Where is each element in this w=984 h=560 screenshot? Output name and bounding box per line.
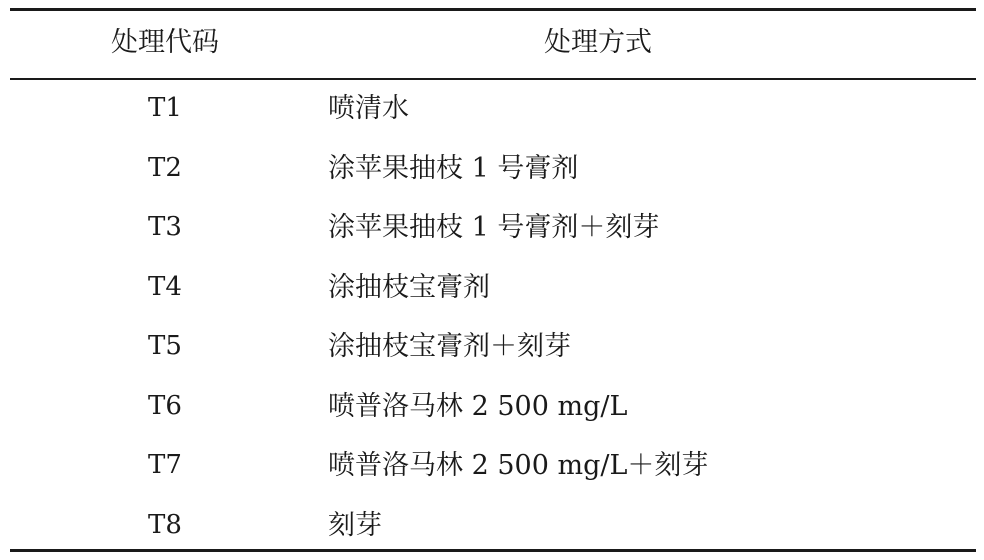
header-treatment-method: 处理方式 bbox=[544, 27, 652, 58]
treatment-code-cell: T2 bbox=[148, 152, 182, 183]
table-row bbox=[10, 79, 976, 139]
treatment-code-cell: T1 bbox=[148, 93, 182, 123]
treatment-method-cell: 涂抽枝宝膏剂 bbox=[328, 271, 490, 303]
table-row bbox=[10, 496, 976, 556]
table-top-rule bbox=[10, 8, 976, 11]
treatment-method-cell: 喷普洛马林 2 500 mg/L＋刻芽 bbox=[328, 450, 709, 481]
treatment-method-cell: 涂苹果抽枝 1 号膏剂＋刻芽 bbox=[328, 212, 660, 243]
table-row bbox=[10, 139, 976, 199]
table-row bbox=[10, 317, 976, 377]
table-row bbox=[10, 198, 976, 258]
table-row bbox=[10, 436, 976, 496]
table-bottom-rule bbox=[10, 549, 976, 552]
treatment-code-cell: T6 bbox=[148, 390, 182, 421]
treatment-code-cell: T4 bbox=[148, 271, 182, 302]
treatment-code-cell: T7 bbox=[148, 450, 182, 480]
treatment-method-cell: 喷清水 bbox=[328, 93, 409, 124]
header-treatment-code: 处理代码 bbox=[111, 27, 219, 58]
table-row bbox=[10, 377, 976, 437]
treatment-method-cell: 刻芽 bbox=[328, 509, 382, 541]
treatment-code-cell: T3 bbox=[148, 212, 182, 242]
treatment-method-cell: 涂抽枝宝膏剂＋刻芽 bbox=[328, 331, 571, 362]
treatment-code-cell: T8 bbox=[148, 509, 182, 540]
treatment-code-cell: T5 bbox=[148, 331, 182, 361]
treatment-method-cell: 喷普洛马林 2 500 mg/L bbox=[328, 390, 628, 422]
treatment-method-cell: 涂苹果抽枝 1 号膏剂 bbox=[328, 152, 579, 184]
table-body bbox=[10, 79, 976, 555]
table-row bbox=[10, 258, 976, 318]
